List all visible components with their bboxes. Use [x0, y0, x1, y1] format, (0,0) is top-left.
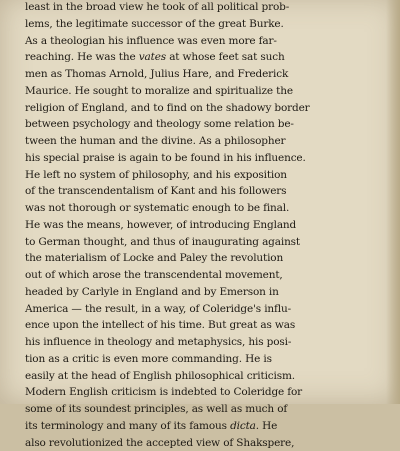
- text-line: lems, the legitimate successor of the great Burke.: [25, 16, 375, 33]
- text-line: headed by Carlyle in England and by Emerson in: [25, 284, 375, 301]
- text-line: America — the result, in a way, of Coleridge's influ-: [25, 301, 375, 318]
- text-line: tween the human and the divine. As a philosopher: [25, 133, 375, 150]
- text-line: He left no system of philosophy, and his exposition: [25, 167, 375, 184]
- text-line: tion as a critic is even more commanding. He is: [25, 351, 375, 368]
- body-text: [25, 0, 375, 451]
- text-line: his influence in theology and metaphysics, his posi-: [25, 334, 375, 351]
- text-line: reaching. He was the vates at whose feet sat such: [25, 49, 375, 66]
- text-line: also revolutionized the accepted view of Shakspere,: [25, 435, 375, 451]
- page-gutter-shadow: [386, 0, 400, 404]
- text-line: out of which arose the transcendental movement,: [25, 267, 375, 284]
- text-line: to German thought, and thus of inaugurating against: [25, 234, 375, 251]
- text-line: easily at the head of English philosophical criticism.: [25, 368, 375, 385]
- text-line: religion of England, and to find on the shadowy border: [25, 100, 375, 117]
- text-line: least in the broad view he took of all political prob-: [25, 0, 375, 16]
- text-line: the materialism of Locke and Paley the revolution: [25, 250, 375, 267]
- text-line: ence upon the intellect of his time. But great as was: [25, 317, 375, 334]
- text-line: some of its soundest principles, as well as much of: [25, 401, 375, 418]
- italic-term: dicta: [230, 420, 256, 432]
- text-line: its terminology and many of its famous dicta. He: [25, 418, 375, 435]
- text-line: between psychology and theology some relation be-: [25, 116, 375, 133]
- text-line: He was the means, however, of introducing England: [25, 217, 375, 234]
- text-line: of the transcendentalism of Kant and his followers: [25, 183, 375, 200]
- italic-term: vates: [139, 51, 166, 63]
- text-line: As a theologian his influence was even more far-: [25, 33, 375, 50]
- text-line: Modern English criticism is indebted to Coleridge for: [25, 384, 375, 401]
- text-line: was not thorough or systematic enough to be final.: [25, 200, 375, 217]
- text-line: men as Thomas Arnold, Julius Hare, and Frederick: [25, 66, 375, 83]
- text-line: his special praise is again to be found in his influence.: [25, 150, 375, 167]
- text-line: Maurice. He sought to moralize and spiritualize the: [25, 83, 375, 100]
